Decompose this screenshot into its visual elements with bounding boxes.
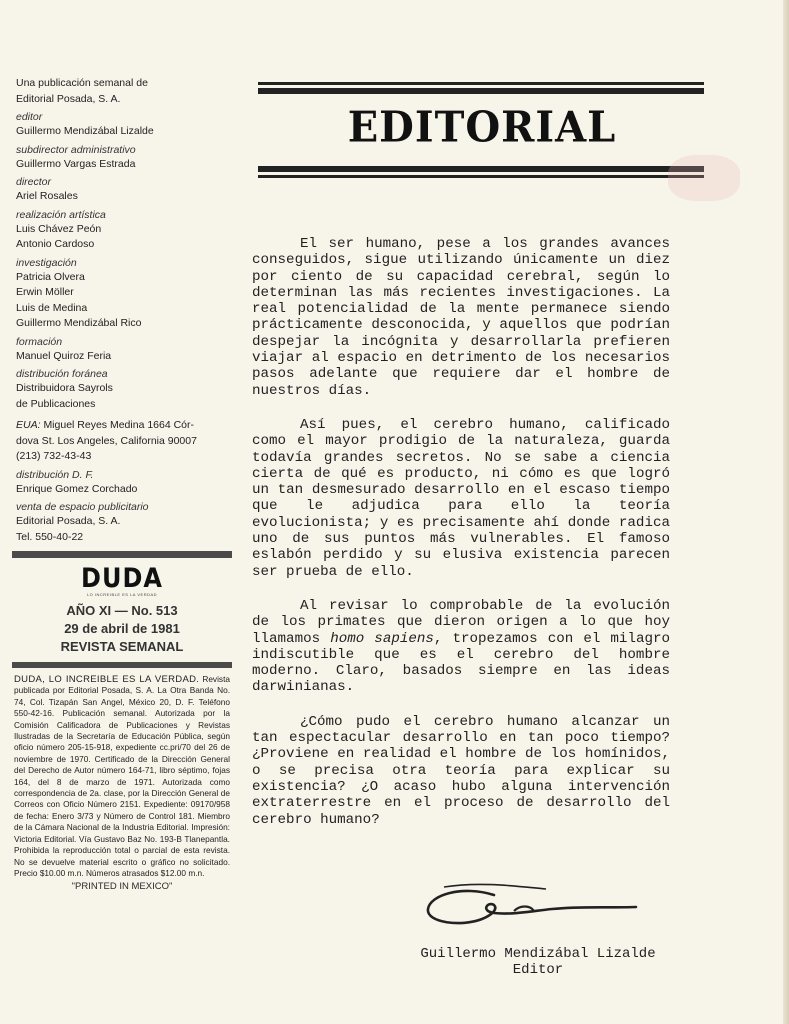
credit-role: investigación (16, 256, 77, 269)
issue-type: REVISTA SEMANAL (60, 639, 184, 654)
credit-role: director (16, 176, 52, 188)
credit-name: Ariel Rosales (16, 190, 78, 202)
credit-eua (16, 418, 232, 465)
credit-director (16, 176, 232, 205)
credit-research (16, 257, 232, 332)
credit-name: Manuel Quiroz Feria (16, 349, 112, 362)
issue-date: 29 de abril de 1981 (64, 621, 180, 636)
credit-art (16, 209, 232, 253)
credit-name: Luis de Medina (16, 301, 88, 314)
eua-address: dova St. Los Angeles, California 90007 (16, 434, 197, 447)
legal-text: Revista publicada por Editorial Posada, S. A. La Otra Banda No. 74, Col. Tizapán San Angel, México 20, D. F. Teléfono 550-42-16. Publicación semanal. Autorizada por la Comisión Calificadora de Publicaciones y Revistas Ilustradas de la Secretaría de Educación Pública, según oficio número 205-15-918, expediente cc.pri/70 del 26 de noviembre de 1970. Certificado de la Dirección General del Derecho de Autor número 164-71, libro séptimo, fojas 164, del 8 de marzo de 1971. Autorizada como correspondencia de 2a. clase, por la Dirección General de Correos con Oficio Número 2151. Expediente: 09170/958 de fecha: Enero 3/73 y Número de Control 181. Miembro de la Cámara Nacional de la Industria Editorial. Impresión: Victoria Editorial. Vía Gustavo Baz No. 193-B Tlanepantla. Prohibida la reproducción total o parcial de esta revista. No se devuelve material escrito o gráfico no solicitado. Precio $10.00 m.n. Números atrasados $12.00 m.n. (14, 674, 230, 878)
credit-role: distribución foránea (16, 368, 108, 380)
signature-name: Guillermo Mendizábal Lizalde (420, 946, 656, 962)
credit-name: Enrique Gomez Corchado (16, 482, 138, 495)
credit-phone: Tel. 550-40-22 (16, 530, 84, 543)
credit-advertising (16, 501, 232, 545)
masthead-column (12, 76, 232, 892)
legal-notice (12, 674, 232, 879)
signature-title: Editor (512, 962, 564, 978)
credit-role: distribución D. F. (16, 468, 94, 481)
eua-line (16, 418, 232, 434)
divider (12, 662, 232, 668)
credit-editor (16, 111, 232, 140)
credit-name: Antonio Cardoso (16, 238, 95, 250)
credit-name: Guillermo Mendizábal Lizalde (16, 125, 154, 137)
legal-title: DUDA, LO INCREIBLE ES LA VERDAD. (14, 674, 200, 685)
credits-block (12, 76, 232, 545)
paragraph: El ser humano, pese a los grandes avances conseguidos, sigue utilizando únicamente un diez por ciento de su capacidad cerebral, según lo determinan las más recientes investigaciones. La real potencialidad de la mente permanece siendo prácticamente desconocida, y aquellos que podrían despejar la incógnita y desarrollarla prefieren viajar al espacio en detrimento de los necesarios pasos adelante que requiere dar el hombre de nuestros días. (252, 236, 670, 399)
credit-name: Luis Chávez Peón (16, 222, 102, 235)
credit-role: realización artística (16, 208, 106, 221)
issue-number: AÑO XI — No. 513 (66, 603, 178, 618)
publisher-line: Editorial Posada, S. A. (16, 92, 121, 105)
paper-stain (668, 155, 740, 201)
credit-formation (16, 336, 232, 365)
paragraph: ¿Cómo pudo el cerebro humano alcanzar un tan espectacular desarrollo en tan poco tiempo? ¿Proviene en realidad el hombre de los homínidos, o se precisa otra teoría para explicar su existencia? ¿O acaso hubo alguna intervención extraterrestre en el proceso de desarrollo del cerebro humano? (252, 713, 670, 828)
divider (12, 551, 232, 558)
credit-role: editor (16, 111, 43, 123)
logo-tagline: LO INCREIBLE ES LA VERDAD (86, 592, 158, 597)
credit-role: formación (16, 335, 63, 348)
editorial-body (252, 236, 670, 846)
duda-logo: DUDA (81, 562, 163, 594)
credit-df-distribution (16, 469, 232, 498)
credit-name: Patricia Olvera (16, 270, 85, 283)
eua-role: EUA: (16, 419, 41, 431)
publisher-intro (16, 76, 232, 107)
credit-name: de Publicaciones (16, 397, 96, 410)
credit-name: Guillermo Vargas Estrada (16, 157, 136, 170)
credit-name: Erwin Möller (16, 286, 74, 298)
title-rule-bottom (258, 166, 704, 180)
credit-role: subdirector administrativo (16, 143, 136, 156)
credit-name: Editorial Posada, S. A. (16, 515, 121, 527)
latin-term: homo sapiens (330, 630, 434, 647)
signature-block (402, 946, 674, 978)
credit-name: Distribuidora Sayrols (16, 382, 113, 394)
page-title: EDITORIAL (347, 102, 617, 153)
printed-in: "PRINTED IN MEXICO" (71, 881, 173, 893)
eua-address: Miguel Reyes Medina 1664 Cór- (43, 419, 195, 431)
publisher-line: Una publicación semanal de (16, 77, 148, 89)
credit-subdirector (16, 144, 232, 173)
credit-name: Guillermo Mendizábal Rico (16, 317, 142, 329)
logo-block (12, 562, 232, 656)
credit-foreign-distribution (16, 368, 232, 412)
title-rule-top (258, 82, 704, 96)
paragraph: Al revisar lo comprobable de la evolución de los primates que dieron origen a lo que hoy llamamos homo sapiens, tropezamos con el milagro indiscutible que es el cerebro del hombre moderno. Claro, basados siempre en las ideas darwinianas. (252, 597, 671, 696)
paragraph: Así pues, el cerebro humano, calificado como el mayor prodigio de la naturaleza, guarda todavía grandes secretos. No se sabe a ciencia cierta de qué es producto, ni cómo es que logró un tan desmesurado desarrollo en el escaso tiempo que le adjudica para ello la teoría evolucionista; y es precisamente ahí donde radica uno de sus puntos más vulnerables. El famoso eslabón perdido y su elusiva existencia parecen ser prueba de ello. (252, 416, 670, 580)
eua-phone: (213) 732-43-43 (16, 450, 92, 462)
credit-role: venta de espacio publicitario (16, 501, 149, 513)
page-edge (783, 0, 789, 1024)
handwritten-signature (422, 881, 642, 931)
